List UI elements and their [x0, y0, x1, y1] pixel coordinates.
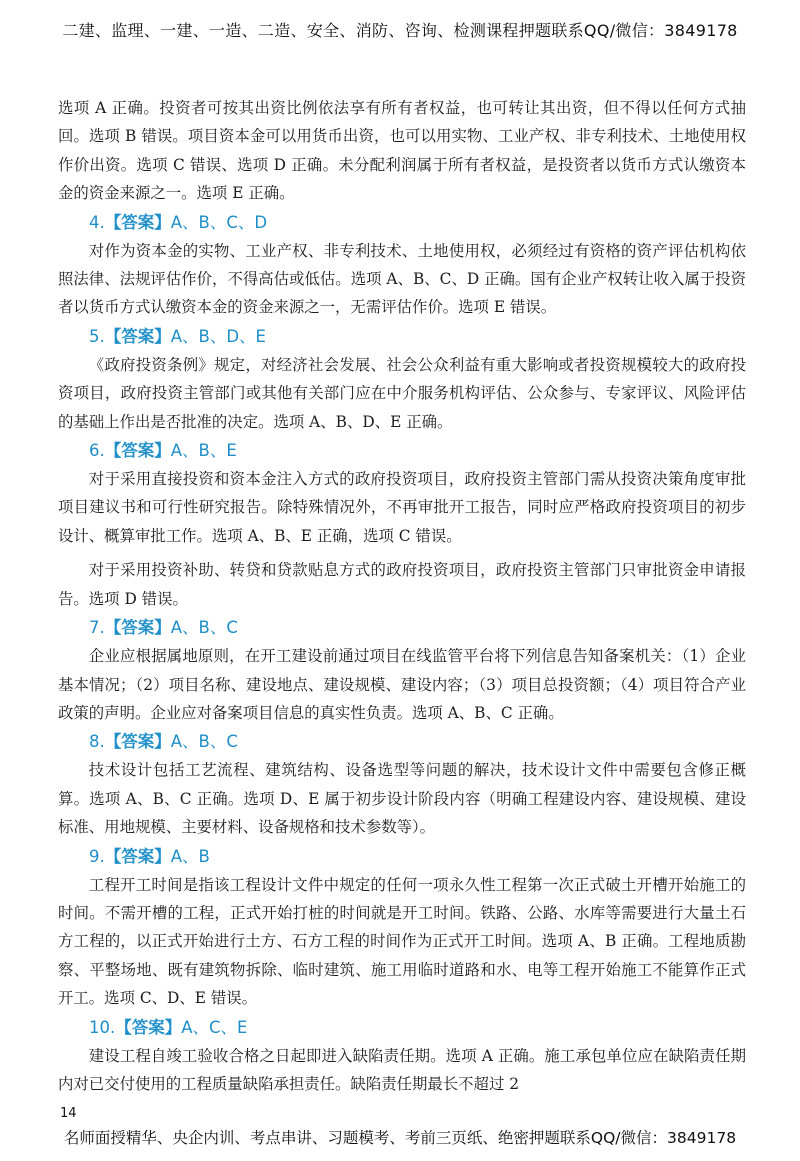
answer-options: A、B — [170, 846, 210, 866]
explanation-paragraph: 企业应根据属地原则，在开工建设前通过项目在线监管平台将下列信息告知备案机关：（1）企业基本情况；（2）项目名称、建设地点、建设规模、建设内容；（3）项目总投资额；（4）项目符合产业政策的声明。企业应对备案项目信息的真实性负责。选项 A、B、C 正确。 — [58, 647, 746, 722]
answer-options: A、B、C — [170, 732, 238, 752]
answer-tag: 【答案】 — [104, 618, 171, 638]
explanation-paragraph: 对于采用投资补助、转贷和贷款贴息方式的政府投资项目，政府投资主管部门只审批资金申请报告。选项 D 错误。 — [58, 561, 746, 608]
explanation-paragraph: 《政府投资条例》规定，对经济社会发展、社会公众利益有重大影响或者投资规模较大的政府投资项目，政府投资主管部门或其他有关部门应在中介服务机构评估、公众参与、专家评议、风险评估的基础上作出是否批准的决定。选项 A、B、D、E 正确。 — [58, 355, 746, 431]
question-number: 5. — [89, 326, 105, 346]
answer-options: A、B、C、D — [170, 212, 268, 232]
question-number: 8. — [89, 732, 105, 752]
answer-tag: 【答案】 — [104, 846, 171, 866]
explanation-paragraph: 工程开工时间是指该工程设计文件中规定的任何一项永久性工程第一次正式破土开槽开始施工的时间。不需开槽的工程，正式开始打桩的时间就是开工时间。铁路、公路、水库等需要进行大量土石方工程的，以正式开始进行土方、石方工程的时间作为正式开工时间。选项 A、B 正确。工程地质勘察、平整场地、既有建筑物拆除、临时建筑、施工用临时道路和水、电等工程开始施工不能算作正式开工。选项 C、D、E 错误。 — [58, 875, 746, 1008]
answer-line — [58, 208, 746, 237]
answer-line — [58, 842, 746, 871]
explanation-paragraph: 选项 A 正确。投资者可按其出资比例依法享有所有者权益，也可转让其出资，但不得以任何方式抽回。选项 B 错误。项目资本金可以用货币出资，也可以用实物、工业产权、非专利技术、土地使用权作价出资。选项 C 错误、选项 D 正确。未分配利润属于所有者权益，是投资者以货币方式认缴资本金的资金来源之一。选项 E 正确。 — [58, 99, 746, 203]
answer-options: A、C、E — [181, 1017, 248, 1037]
question-number: 9. — [89, 846, 105, 866]
question-number: 7. — [89, 618, 105, 638]
answer-line — [58, 322, 746, 351]
page-number: 14 — [60, 1106, 77, 1121]
question-number: 10. — [89, 1017, 116, 1037]
answer-content — [58, 94, 746, 1098]
answer-line — [58, 613, 746, 642]
explanation-paragraph: 建设工程自竣工验收合格之日起即进入缺陷责任期。选项 A 正确。施工承包单位应在缺陷责任期内对已交付使用的工程质量缺陷承担责任。缺陷责任期最长不超过 2 — [58, 1046, 746, 1093]
answer-line — [58, 727, 746, 756]
answer-tag: 【答案】 — [104, 441, 171, 461]
answer-line — [58, 436, 746, 465]
answer-tag: 【答案】 — [115, 1017, 182, 1037]
answer-options: A、B、E — [170, 441, 237, 461]
page-header: 二建、监理、一建、一造、二造、安全、消防、咨询、检测课程押题联系QQ/微信：3849178 — [62, 21, 738, 40]
answer-options: A、B、C — [170, 618, 238, 638]
answer-options: A、B、D、E — [170, 326, 266, 346]
explanation-paragraph: 对于采用直接投资和资本金注入方式的政府投资项目，政府投资主管部门需从投资决策角度审批项目建议书和可行性研究报告。除特殊情况外，不再审批开工报告，同时应严格政府投资项目的初步设计、概算审批工作。选项 A、B、E 正确，选项 C 错误。 — [58, 470, 746, 545]
answer-line — [58, 1013, 746, 1042]
question-number: 6. — [89, 441, 105, 461]
answer-tag: 【答案】 — [104, 212, 171, 232]
explanation-paragraph: 技术设计包括工艺流程、建筑结构、设备选型等问题的解决，技术设计文件中需要包含修正概算。选项 A、B、C 正确。选项 D、E 属于初步设计阶段内容（明确工程建设内容、建设规模、建设标准、用地规模、主要材料、设备规格和技术参数等）。 — [58, 761, 746, 837]
answer-tag: 【答案】 — [104, 732, 171, 752]
explanation-paragraph: 对作为资本金的实物、工业产权、非专利技术、土地使用权，必须经过有资格的资产评估机构依照法律、法规评估作价，不得高估或低估。选项 A、B、C、D 正确。国有企业产权转让收入属于投资者以货币方式认缴资本金的资金来源之一，无需评估作价。选项 E 错误。 — [58, 241, 746, 317]
page-footer: 名师面授精华、央企内训、考点串讲、习题模考、考前三页纸、绝密押题联系QQ/微信：3849178 — [63, 1129, 737, 1147]
question-number: 4. — [89, 212, 105, 232]
answer-tag: 【答案】 — [104, 326, 171, 346]
